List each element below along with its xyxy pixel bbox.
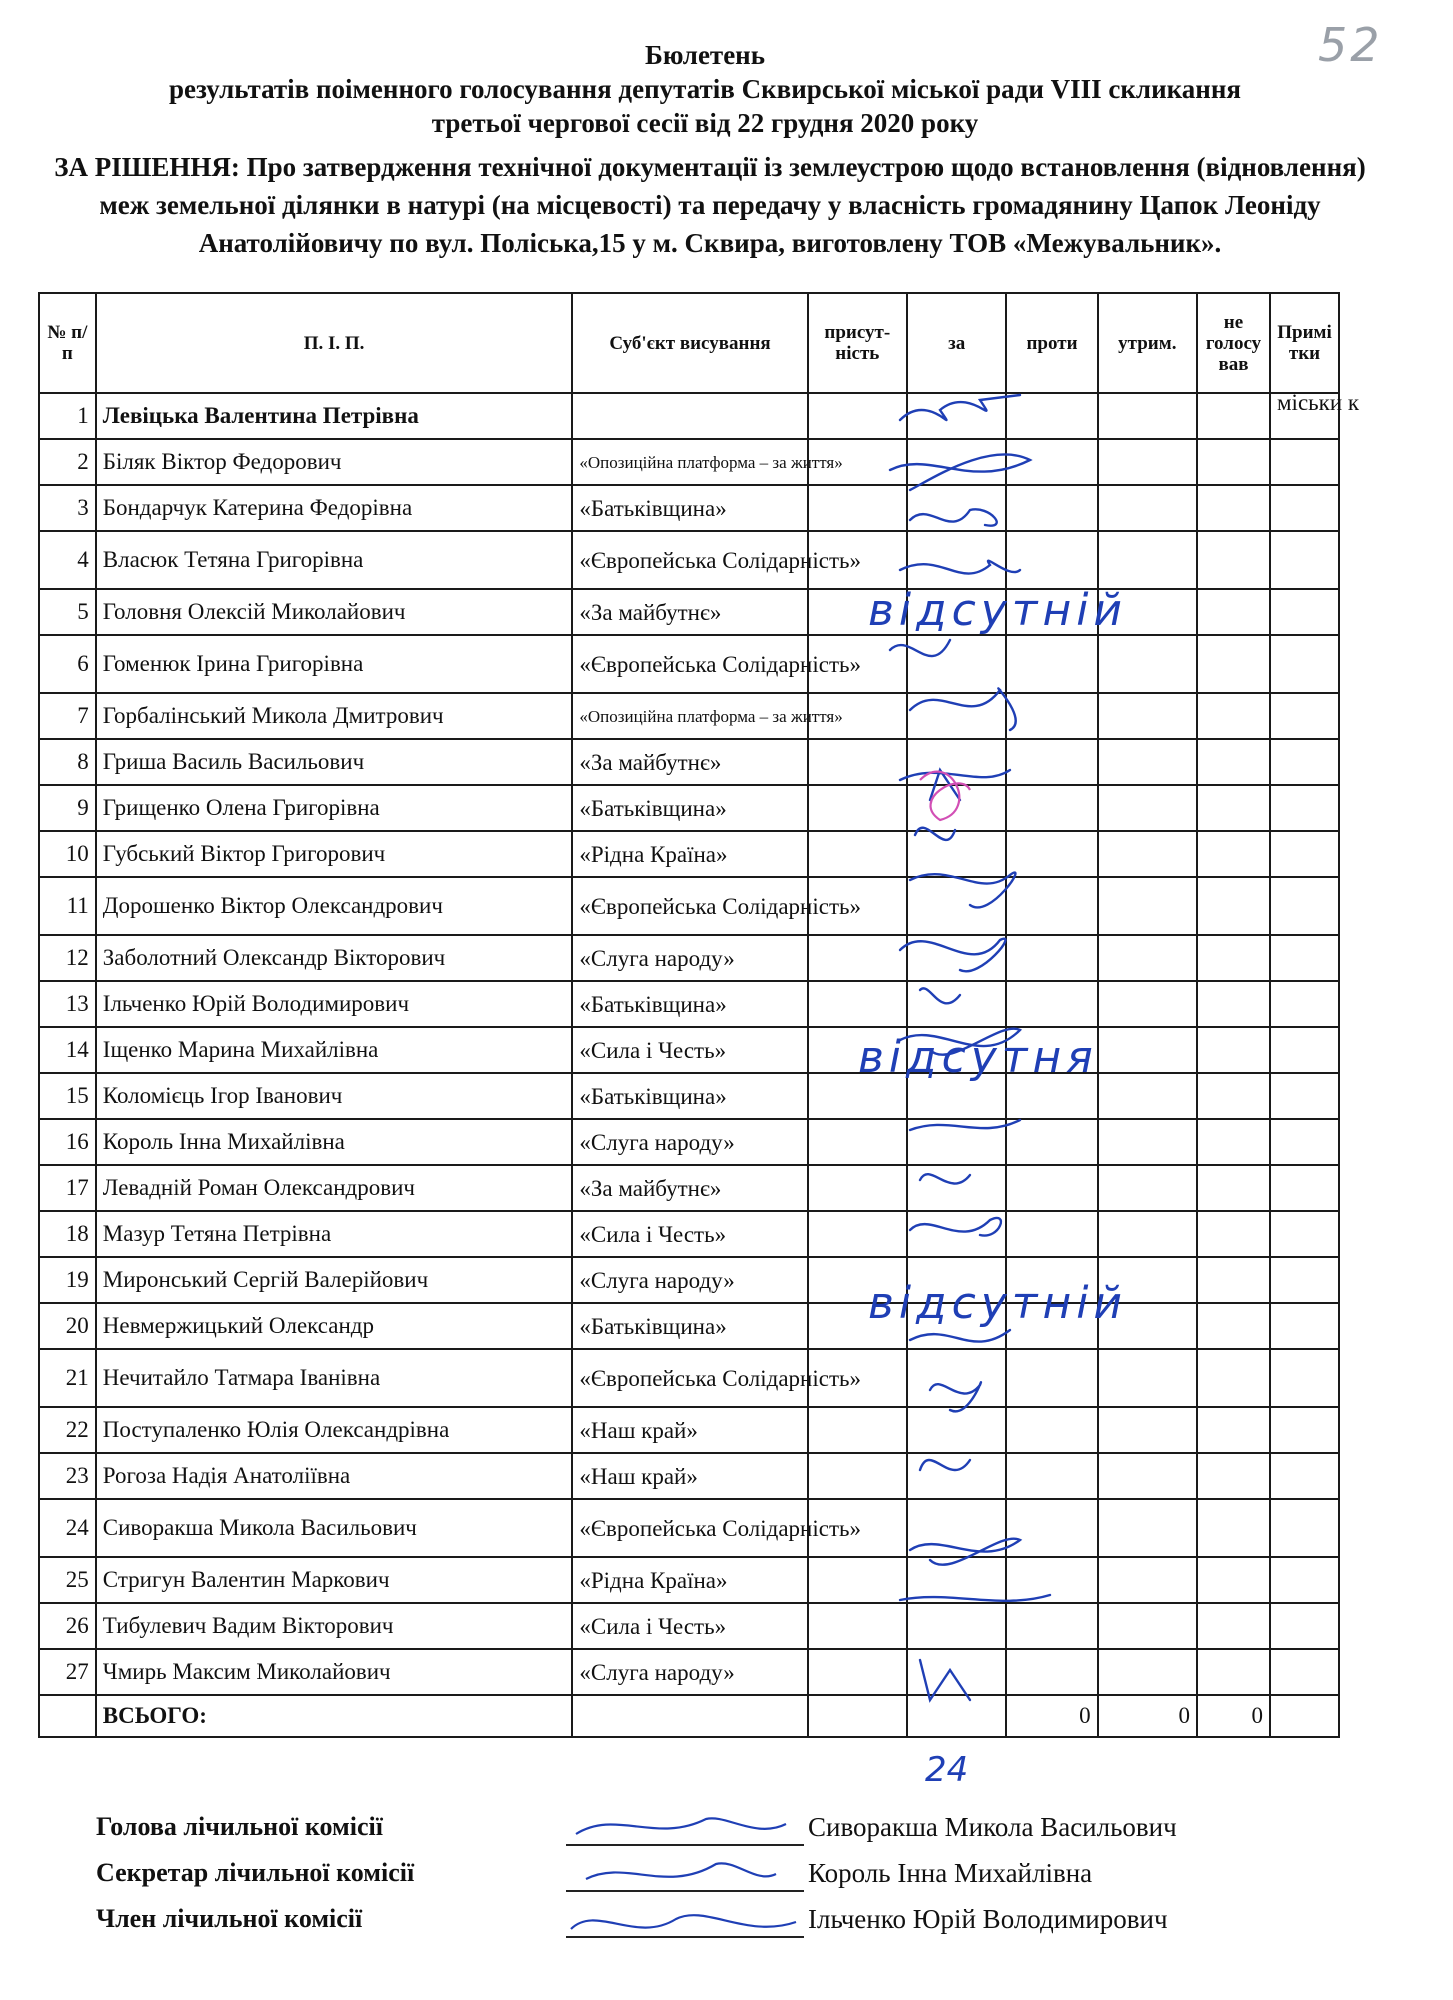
not-voted-cell <box>1197 1453 1270 1499</box>
total-against: 0 <box>1006 1695 1097 1737</box>
table-row <box>39 1073 1339 1119</box>
nominating-party: «Європейська Солідарність» <box>572 635 807 693</box>
row-number: 19 <box>39 1257 96 1303</box>
deputy-name: Грищенко Олена Григорівна <box>96 785 573 831</box>
present-cell <box>808 1453 907 1499</box>
abstain-cell <box>1098 1027 1197 1073</box>
commission-signatures <box>96 1804 1336 1942</box>
table-row <box>39 831 1339 877</box>
notes-cell <box>1270 635 1339 693</box>
absent-mark-row19: відсутній <box>868 1278 1128 1329</box>
not-voted-cell <box>1197 1649 1270 1695</box>
against-cell <box>1006 785 1097 831</box>
row-number: 1 <box>39 393 96 439</box>
for-cell <box>907 739 1006 785</box>
present-cell <box>808 1557 907 1603</box>
against-cell <box>1006 739 1097 785</box>
nominating-party: «Слуга народу» <box>572 1257 807 1303</box>
for-cell <box>907 1349 1006 1407</box>
row-number: 14 <box>39 1027 96 1073</box>
member-role: Член лічильної комісії <box>96 1904 363 1933</box>
against-cell <box>1006 831 1097 877</box>
for-cell <box>907 1603 1006 1649</box>
present-cell <box>808 393 907 439</box>
notes-cell <box>1270 1349 1339 1407</box>
not-voted-cell <box>1197 1165 1270 1211</box>
nominating-party: «Європейська Солідарність» <box>572 1349 807 1407</box>
not-voted-cell <box>1197 1557 1270 1603</box>
total-row <box>39 1695 1339 1737</box>
table-row <box>39 589 1339 635</box>
col-for: за <box>907 293 1006 393</box>
row-number: 16 <box>39 1119 96 1165</box>
abstain-cell <box>1098 1211 1197 1257</box>
deputy-name: Дорошенко Віктор Олександрович <box>96 877 573 935</box>
notes-cell <box>1270 1119 1339 1165</box>
row-number: 8 <box>39 739 96 785</box>
not-voted-cell <box>1197 1349 1270 1407</box>
col-name: П. І. П. <box>96 293 573 393</box>
row-number: 4 <box>39 531 96 589</box>
notes-cell <box>1270 589 1339 635</box>
row-number: 25 <box>39 1557 96 1603</box>
present-cell <box>808 981 907 1027</box>
deputy-name: Іщенко Марина Михайлівна <box>96 1027 573 1073</box>
table-row <box>39 1557 1339 1603</box>
abstain-cell <box>1098 1407 1197 1453</box>
row-number: 20 <box>39 1303 96 1349</box>
chair-role: Голова лічильної комісії <box>96 1812 383 1841</box>
nominating-party: «Рідна Країна» <box>572 831 807 877</box>
table-row <box>39 1165 1339 1211</box>
deputy-name: Головня Олексій Миколайович <box>96 589 573 635</box>
col-num: № п/п <box>39 293 96 393</box>
row-number: 7 <box>39 693 96 739</box>
row-number: 10 <box>39 831 96 877</box>
against-cell <box>1006 693 1097 739</box>
present-cell <box>808 1649 907 1695</box>
row-number: 2 <box>39 439 96 485</box>
present-cell <box>808 1165 907 1211</box>
against-cell <box>1006 393 1097 439</box>
not-voted-cell <box>1197 393 1270 439</box>
against-cell <box>1006 1649 1097 1695</box>
deputy-name: Сиворакша Микола Васильович <box>96 1499 573 1557</box>
table-row <box>39 1349 1339 1407</box>
deputy-name: Гриша Василь Васильович <box>96 739 573 785</box>
abstain-cell <box>1098 935 1197 981</box>
notes-cell <box>1270 1499 1339 1557</box>
nominating-party: «Батьківщина» <box>572 981 807 1027</box>
table-row <box>39 1211 1339 1257</box>
secretary-name: Король Інна Михайлівна <box>808 1857 1093 1888</box>
row-number: 11 <box>39 877 96 935</box>
not-voted-cell <box>1197 693 1270 739</box>
present-cell <box>808 1407 907 1453</box>
deputy-name: Рогоза Надія Анатоліївна <box>96 1453 573 1499</box>
total-for-cell <box>907 1695 1006 1737</box>
nominating-party: «Сила і Честь» <box>572 1603 807 1649</box>
abstain-cell <box>1098 1453 1197 1499</box>
against-cell <box>1006 1349 1097 1407</box>
row-number: 15 <box>39 1073 96 1119</box>
table-row <box>39 531 1339 589</box>
row-number: 26 <box>39 1603 96 1649</box>
notes-cell <box>1270 1407 1339 1453</box>
not-voted-cell <box>1197 1603 1270 1649</box>
notes-cell: міськи к <box>1270 393 1339 439</box>
against-cell <box>1006 1499 1097 1557</box>
notes-cell <box>1270 1603 1339 1649</box>
present-cell <box>808 485 907 531</box>
row-number: 5 <box>39 589 96 635</box>
against-cell <box>1006 1453 1097 1499</box>
present-cell <box>808 935 907 981</box>
vote-table <box>38 292 1360 1738</box>
nominating-party <box>572 393 807 439</box>
notes-cell <box>1270 1165 1339 1211</box>
for-cell <box>907 1211 1006 1257</box>
for-cell <box>907 831 1006 877</box>
total-notes-cell <box>1270 1695 1339 1737</box>
row-number: 23 <box>39 1453 96 1499</box>
table-row <box>39 1499 1339 1557</box>
absent-mark-row5: відсутній <box>868 585 1128 636</box>
for-cell <box>907 1649 1006 1695</box>
not-voted-cell <box>1197 1073 1270 1119</box>
row-number: 6 <box>39 635 96 693</box>
notes-cell <box>1270 1453 1339 1499</box>
row-number: 24 <box>39 1499 96 1557</box>
present-cell <box>808 1603 907 1649</box>
abstain-cell <box>1098 1165 1197 1211</box>
for-cell <box>907 1499 1006 1557</box>
not-voted-cell <box>1197 1211 1270 1257</box>
notes-cell <box>1270 693 1339 739</box>
table-row <box>39 1407 1339 1453</box>
for-cell <box>907 1119 1006 1165</box>
table-row <box>39 693 1339 739</box>
notes-cell <box>1270 831 1339 877</box>
notes-cell <box>1270 1027 1339 1073</box>
abstain-cell <box>1098 1649 1197 1695</box>
abstain-cell <box>1098 1119 1197 1165</box>
for-cell <box>907 485 1006 531</box>
abstain-cell <box>1098 1349 1197 1407</box>
not-voted-cell <box>1197 1257 1270 1303</box>
commission-signature-scribbles <box>556 1804 816 1954</box>
for-cell <box>907 1453 1006 1499</box>
against-cell <box>1006 531 1097 589</box>
table-row <box>39 877 1339 935</box>
present-cell <box>808 1119 907 1165</box>
deputy-name: Миронський Сергій Валерійович <box>96 1257 573 1303</box>
against-cell <box>1006 935 1097 981</box>
notes-cell <box>1270 1557 1339 1603</box>
col-not-voted: не голосу вав <box>1197 293 1270 393</box>
nominating-party: «Європейська Солідарність» <box>572 1499 807 1557</box>
total-abstain: 0 <box>1098 1695 1197 1737</box>
abstain-cell <box>1098 739 1197 785</box>
row-number: 27 <box>39 1649 96 1695</box>
col-party: Суб'єкт висування <box>572 293 807 393</box>
session-line: третьої чергової сесії від 22 грудня 2020 року <box>431 108 979 138</box>
abstain-cell <box>1098 877 1197 935</box>
total-label: ВСЬОГО: <box>96 1695 573 1737</box>
deputy-name: Горбалінський Микола Дмитрович <box>96 693 573 739</box>
notes-cell <box>1270 531 1339 589</box>
row-number: 13 <box>39 981 96 1027</box>
total-empty-cell <box>39 1695 96 1737</box>
present-cell <box>808 831 907 877</box>
notes-cell <box>1270 485 1339 531</box>
abstain-cell <box>1098 785 1197 831</box>
decision-text: ЗА РІШЕННЯ: Про затвердження технічної документації із землеустрою щодо встановлення (відновлення) меж земельної ділянки в натурі (на місцевості) та передачу у власність громадянину Цапок Леоніду Анатолійовичу по вул. Поліська,15 у м. Сквира, виготовлену ТОВ «Межувальник». <box>54 152 1366 258</box>
row-number: 21 <box>39 1349 96 1407</box>
for-cell <box>907 785 1006 831</box>
nominating-party: «Слуга народу» <box>572 935 807 981</box>
deputy-name: Нечитайло Татмара Іванівна <box>96 1349 573 1407</box>
present-cell <box>808 785 907 831</box>
present-cell <box>808 739 907 785</box>
table-row <box>39 981 1339 1027</box>
nominating-party: «Сила і Честь» <box>572 1027 807 1073</box>
for-cell <box>907 393 1006 439</box>
nominating-party: «Сила і Честь» <box>572 1211 807 1257</box>
deputy-name: Ільченко Юрій Володимирович <box>96 981 573 1027</box>
table-row <box>39 1257 1339 1303</box>
nominating-party: «Рідна Країна» <box>572 1557 807 1603</box>
ballot-header <box>40 38 1370 140</box>
against-cell <box>1006 1119 1097 1165</box>
against-cell <box>1006 1557 1097 1603</box>
vote-rows <box>39 390 1360 1695</box>
row-number: 3 <box>39 485 96 531</box>
ballot-title: Бюлетень <box>644 40 766 70</box>
deputy-name: Гоменюк Ірина Григорівна <box>96 635 573 693</box>
not-voted-cell <box>1197 531 1270 589</box>
nominating-party: «Батьківщина» <box>572 1303 807 1349</box>
nominating-party: «Опозиційна платформа – за життя» <box>572 439 807 485</box>
row-number: 12 <box>39 935 96 981</box>
deputy-name: Губський Віктор Григорович <box>96 831 573 877</box>
for-cell <box>907 877 1006 935</box>
table-row <box>39 739 1339 785</box>
not-voted-cell <box>1197 785 1270 831</box>
notes-cell <box>1270 877 1339 935</box>
notes-cell <box>1270 981 1339 1027</box>
row-number: 17 <box>39 1165 96 1211</box>
deputy-name: Тибулевич Вадим Вікторович <box>96 1603 573 1649</box>
ballot-subtitle: результатів поіменного голосування депутатів Сквирської міської ради VIII скликання <box>168 74 1242 104</box>
for-cell <box>907 1557 1006 1603</box>
nominating-party: «Батьківщина» <box>572 785 807 831</box>
deputy-name: Власюк Тетяна Григорівна <box>96 531 573 589</box>
table-row <box>39 935 1339 981</box>
for-cell <box>907 531 1006 589</box>
col-abstain: утрим. <box>1098 293 1197 393</box>
abstain-cell <box>1098 485 1197 531</box>
secretary-role: Секретар лічильної комісії <box>96 1858 415 1887</box>
deputy-name: Коломієць Ігор Іванович <box>96 1073 573 1119</box>
abstain-cell <box>1098 981 1197 1027</box>
table-row <box>39 1027 1339 1073</box>
present-cell <box>808 1211 907 1257</box>
member-name: Ільченко Юрій Володимирович <box>808 1903 1168 1934</box>
deputy-name: Король Інна Михайлівна <box>96 1119 573 1165</box>
nominating-party: «Наш край» <box>572 1407 807 1453</box>
nominating-party: «Батьківщина» <box>572 1073 807 1119</box>
notes-cell <box>1270 785 1339 831</box>
page-number: 52 <box>1318 18 1383 72</box>
not-voted-cell <box>1197 1407 1270 1453</box>
against-cell <box>1006 877 1097 935</box>
deputy-name: Левадній Роман Олександрович <box>96 1165 573 1211</box>
nominating-party: «Слуга народу» <box>572 1649 807 1695</box>
table-row <box>39 785 1339 831</box>
nominating-party: «За майбутнє» <box>572 589 807 635</box>
for-cell <box>907 439 1006 485</box>
total-not-voted: 0 <box>1197 1695 1270 1737</box>
against-cell <box>1006 485 1097 531</box>
deputy-name: Бондарчук Катерина Федорівна <box>96 485 573 531</box>
abstain-cell <box>1098 831 1197 877</box>
against-cell <box>1006 1165 1097 1211</box>
notes-cell <box>1270 1649 1339 1695</box>
for-cell <box>907 935 1006 981</box>
abstain-cell <box>1098 693 1197 739</box>
not-voted-cell <box>1197 739 1270 785</box>
deputy-name: Заболотний Олександр Вікторович <box>96 935 573 981</box>
total-present-cell <box>808 1695 907 1737</box>
for-cell <box>907 981 1006 1027</box>
table-row <box>39 1303 1339 1349</box>
abstain-cell <box>1098 635 1197 693</box>
row-number: 22 <box>39 1407 96 1453</box>
nominating-party: «Батьківщина» <box>572 485 807 531</box>
against-cell <box>1006 635 1097 693</box>
nominating-party: «Слуга народу» <box>572 1119 807 1165</box>
not-voted-cell <box>1197 981 1270 1027</box>
deputy-name: Невмержицький Олександр <box>96 1303 573 1349</box>
col-against: проти <box>1006 293 1097 393</box>
nominating-party: «За майбутнє» <box>572 739 807 785</box>
table-header-row <box>39 293 1339 393</box>
abstain-cell <box>1098 531 1197 589</box>
nominating-party: «За майбутнє» <box>572 1165 807 1211</box>
deputy-name: Мазур Тетяна Петрівна <box>96 1211 573 1257</box>
nominating-party: «Європейська Солідарність» <box>572 531 807 589</box>
deputy-name: Левіцька Валентина Петрівна <box>96 393 573 439</box>
total-party-cell <box>572 1695 807 1737</box>
deputy-name: Поступаленко Юлія Олександрівна <box>96 1407 573 1453</box>
table-row <box>39 635 1339 693</box>
table-row <box>39 439 1339 485</box>
deputy-name: Стригун Валентин Маркович <box>96 1557 573 1603</box>
not-voted-cell <box>1197 589 1270 635</box>
row-number: 18 <box>39 1211 96 1257</box>
notes-cell <box>1270 1257 1339 1303</box>
notes-cell <box>1270 1073 1339 1119</box>
abstain-cell <box>1098 1499 1197 1557</box>
for-cell <box>907 635 1006 693</box>
notes-cell <box>1270 739 1339 785</box>
for-cell <box>907 1407 1006 1453</box>
table-row <box>39 485 1339 531</box>
abstain-cell <box>1098 1073 1197 1119</box>
table-row <box>39 1119 1339 1165</box>
notes-cell <box>1270 1211 1339 1257</box>
against-cell <box>1006 1211 1097 1257</box>
not-voted-cell <box>1197 877 1270 935</box>
against-cell <box>1006 1407 1097 1453</box>
table-row <box>39 1649 1339 1695</box>
abstain-cell <box>1098 1557 1197 1603</box>
chair-name: Сиворакша Микола Васильович <box>808 1811 1177 1842</box>
nominating-party: «Наш край» <box>572 1453 807 1499</box>
notes-cell <box>1270 1303 1339 1349</box>
table-row <box>39 1603 1339 1649</box>
not-voted-cell <box>1197 485 1270 531</box>
not-voted-cell <box>1197 1499 1270 1557</box>
total-for-handwritten: 24 <box>925 1750 969 1790</box>
nominating-party: «Європейська Солідарність» <box>572 877 807 935</box>
abstain-cell <box>1098 1603 1197 1649</box>
not-voted-cell <box>1197 935 1270 981</box>
notes-cell <box>1270 439 1339 485</box>
table-row <box>39 393 1339 439</box>
not-voted-cell <box>1197 439 1270 485</box>
not-voted-cell <box>1197 1027 1270 1073</box>
deputy-name: Біляк Віктор Федорович <box>96 439 573 485</box>
table-row <box>39 1453 1339 1499</box>
notes-cell <box>1270 935 1339 981</box>
not-voted-cell <box>1197 1303 1270 1349</box>
deputy-name: Чмирь Максим Миколайович <box>96 1649 573 1695</box>
col-present: присут-ність <box>808 293 907 393</box>
row-number: 9 <box>39 785 96 831</box>
for-cell <box>907 693 1006 739</box>
against-cell <box>1006 1603 1097 1649</box>
abstain-cell <box>1098 439 1197 485</box>
against-cell <box>1006 981 1097 1027</box>
not-voted-cell <box>1197 1119 1270 1165</box>
against-cell <box>1006 439 1097 485</box>
not-voted-cell <box>1197 635 1270 693</box>
for-cell <box>907 1165 1006 1211</box>
nominating-party: «Опозиційна платформа – за життя» <box>572 693 807 739</box>
abstain-cell <box>1098 393 1197 439</box>
col-notes: Примі тки <box>1270 293 1339 393</box>
absent-mark-row14: відсутня <box>858 1032 1098 1083</box>
not-voted-cell <box>1197 831 1270 877</box>
